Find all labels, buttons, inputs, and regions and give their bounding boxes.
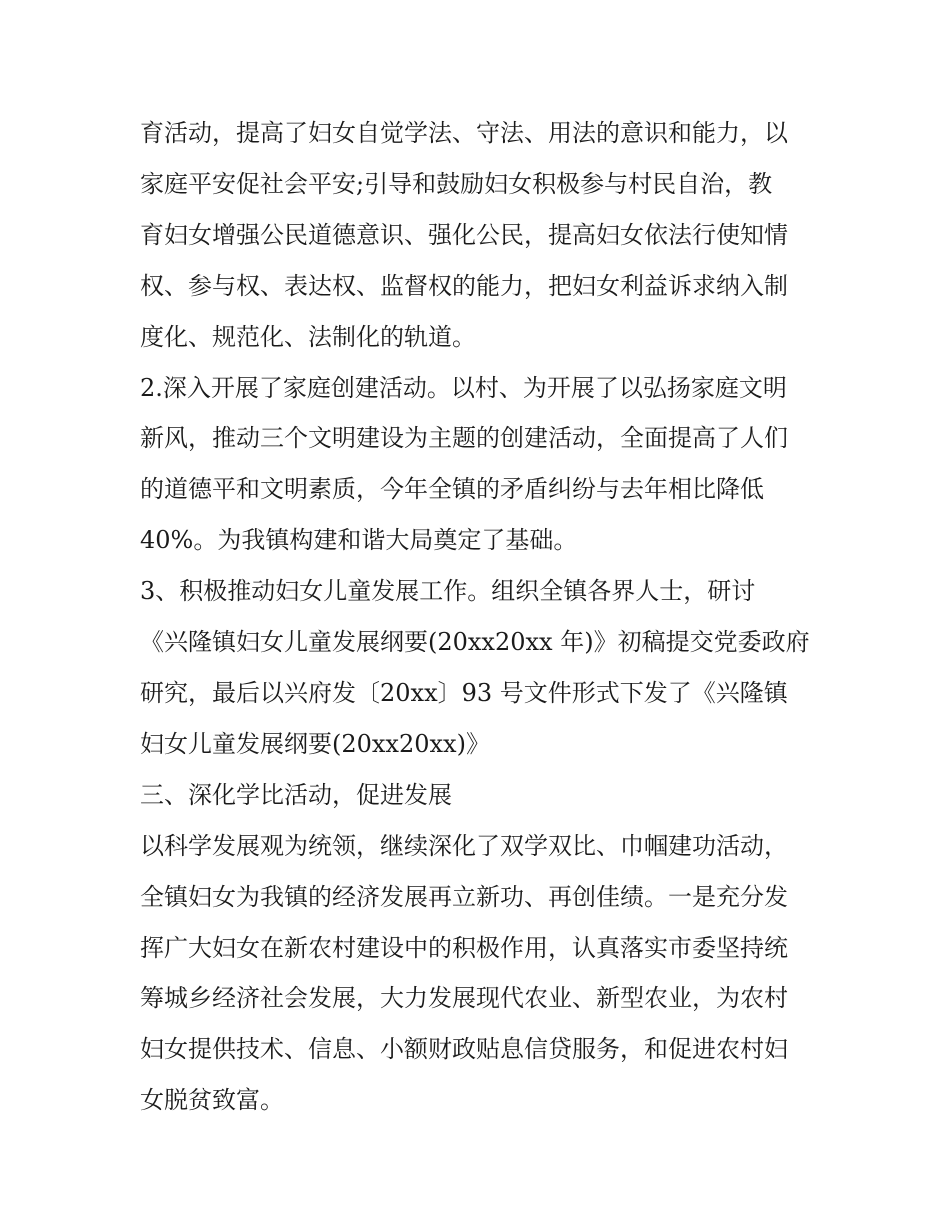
text-line: 筹城乡经济社会发展，大力发展现代农业、新型农业，为农村 [140, 984, 788, 1013]
text-line: 家庭平安促社会平安;引导和鼓励妇女积极参与村民自治，教 [140, 169, 773, 198]
text-line: 全镇妇女为我镇的经济发展再立新功、再创佳绩。一是充分发 [140, 882, 788, 911]
text-line: 女脱贫致富。 [140, 1086, 284, 1115]
text-line: 的道德平和文明素质，今年全镇的矛盾纠纷与去年相比降低 [140, 475, 764, 504]
text-line: 挥广大妇女在新农村建设中的积极作用，认真落实市委坚持统 [140, 933, 788, 962]
text-line: 研究，最后以兴府发〔20xx〕93 号文件形式下发了《兴隆镇 [140, 678, 788, 707]
text-line: 以科学发展观为统领，继续深化了双学双比、巾帼建功活动， [140, 831, 788, 860]
section-heading: 三、深化学比活动，促进发展 [140, 780, 452, 809]
text-line: 妇女提供技术、信息、小额财政贴息信贷服务，和促进农村妇 [140, 1035, 788, 1064]
text-line: 3、积极推动妇女儿童发展工作。组织全镇各界人士，研讨 [140, 577, 756, 606]
text-line: 2.深入开展了家庭创建活动。以村、为开展了以弘扬家庭文明 [140, 373, 787, 402]
document-body [140, 108, 812, 1126]
text-line: 40%。为我镇构建和谐大局奠定了基础。 [140, 526, 578, 555]
text-line: 育活动，提高了妇女自觉学法、守法、用法的意识和能力，以 [140, 119, 788, 147]
text-line: 权、参与权、表达权、监督权的能力，把妇女利益诉求纳入制 [140, 271, 788, 300]
text-line: 度化、规范化、法制化的轨道。 [140, 322, 476, 351]
text-line: 妇女儿童发展纲要(20xx20xx)》 [140, 729, 490, 758]
text-line: 《兴隆镇妇女儿童发展纲要(20xx20xx 年)》初稿提交党委政府 [140, 628, 810, 657]
text-line: 新风，推动三个文明建设为主题的创建活动，全面提高了人们 [140, 424, 788, 453]
text-line: 育妇女增强公民道德意识、强化公民，提高妇女依法行使知情 [140, 220, 788, 249]
